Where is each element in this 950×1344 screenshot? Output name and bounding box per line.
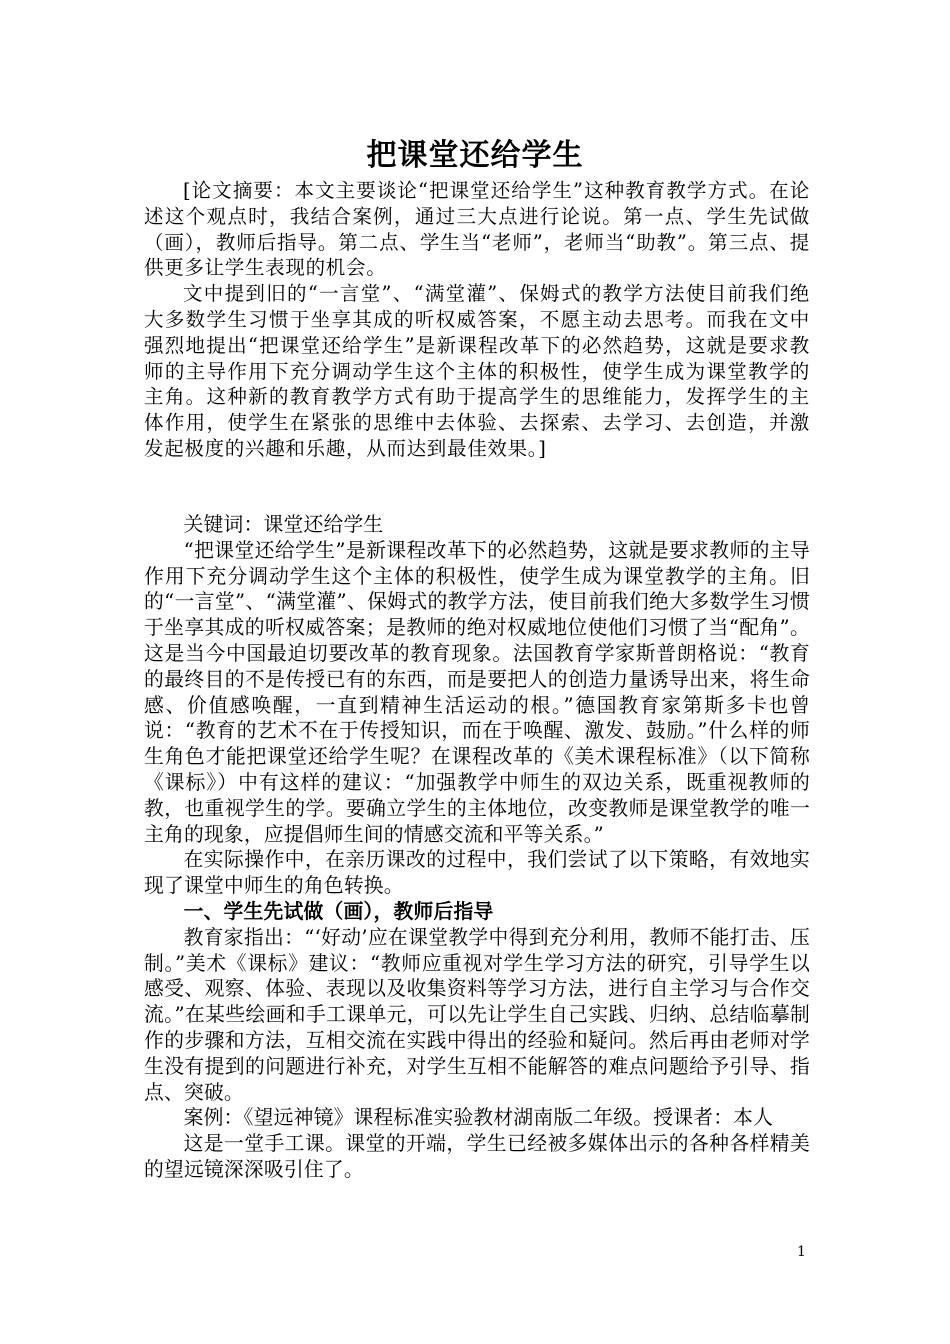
page-number: 1 [797, 1244, 806, 1260]
section-paragraph: 这是一堂手工课。课堂的开端，学生已经被多媒体出示的各种各样精美的望远镜深深吸引住了。 [144, 1132, 810, 1181]
section-heading: 一、学生先试做（画），教师后指导 [183, 899, 494, 923]
body-paragraph: 在实际操作中，在亲历课改的过程中，我们尝试了以下策略，有效地实现了课堂中师生的角色转换。 [144, 848, 810, 898]
abstract-paragraph: [论文摘要：本文主要谈论“把课堂还给学生”这种教育教学方式。在论述这个观点时，我结合案例，通过三大点进行论说。第一点、学生先试做（画），教师后指导。第二点、学生当“老师”，老师当“助教”。第三点、提供更多让学生表现的机会。 [144, 179, 810, 280]
main-text [144, 512, 810, 1183]
abstract-section [144, 178, 810, 462]
abstract-paragraph: 文中提到旧的“一言堂”、“满堂灌”、保姆式的教学方法使目前我们绝大多数学生习惯于坐享其成的听权威答案，不愿主动去思考。而我在文中强烈地提出“把课堂还给学生”是新课程改革下的必然趋势，这就是要求教师的主导作用下充分调动学生这个主体的积极性，使学生成为课堂教学的主角。这种新的教育教学方式有助于提高学生的思维能力，发挥学生的主体作用，使学生在紧张的思维中去体验、去探索、去学习、去创造，并激发起极度的兴趣和乐趣，从而达到最佳效果。] [144, 282, 810, 460]
case-line: 案例：《望远神镜》课程标准实验教材湖南版二年级。授课者：本人 [183, 1106, 774, 1130]
section-paragraph: 教育家指出：“‘好动’应在课堂教学中得到充分利用，教师不能打击、压制。”美术《课标》建议：“教师应重视对学生学习方法的研究，引导学生以感受、观察、体验、表现以及收集资料等学习方法，进行自主学习与合作交流。”在某些绘画和手工课单元，可以先让学生自己实践、归纳、总结临摹制作的步骤和方法，互相交流在实践中得出的经验和疑问。然后再由老师对学生没有提到的问题进行补充，对学生互相不能解答的难点问题给予引导、指点、突破。 [144, 925, 810, 1104]
document-title: 把课堂还给学生 [366, 138, 584, 173]
body-paragraph: “把课堂还给学生”是新课程改革下的必然趋势，这就是要求教师的主导作用下充分调动学生这个主体的积极性，使学生成为课堂教学的主角。旧的“一言堂”、“满堂灌”、保姆式的教学方法，使目前我们绝大多数学生习惯于坐享其成的听权威答案；是教师的绝对权威地位使他们习惯了当“配角”。这是当今中国最迫切要改革的教育现象。法国教育学家斯普朗格说：“教育的最终目的不是传授已有的东西，而是要把人的创造力量诱导出来，将生命感、价值感唤醒，一直到精神生活运动的根。”德国教育家第斯多卡也曾说：“教育的艺术不在于传授知识，而在于唤醒、激发、鼓励。”什么样的师生角色才能把课堂还给学生呢？在课程改革的《美术课程标准》（以下简称《课标》）中有这样的建议：“加强教学中师生的双边关系，既重视教师的教，也重视学生的学。要确立学生的主体地位，改变教师是课堂教学的唯一主角的现象，应提倡师生间的情感交流和平等关系。” [144, 538, 810, 846]
keywords-line: 关键词：课堂还给学生 [183, 513, 384, 536]
